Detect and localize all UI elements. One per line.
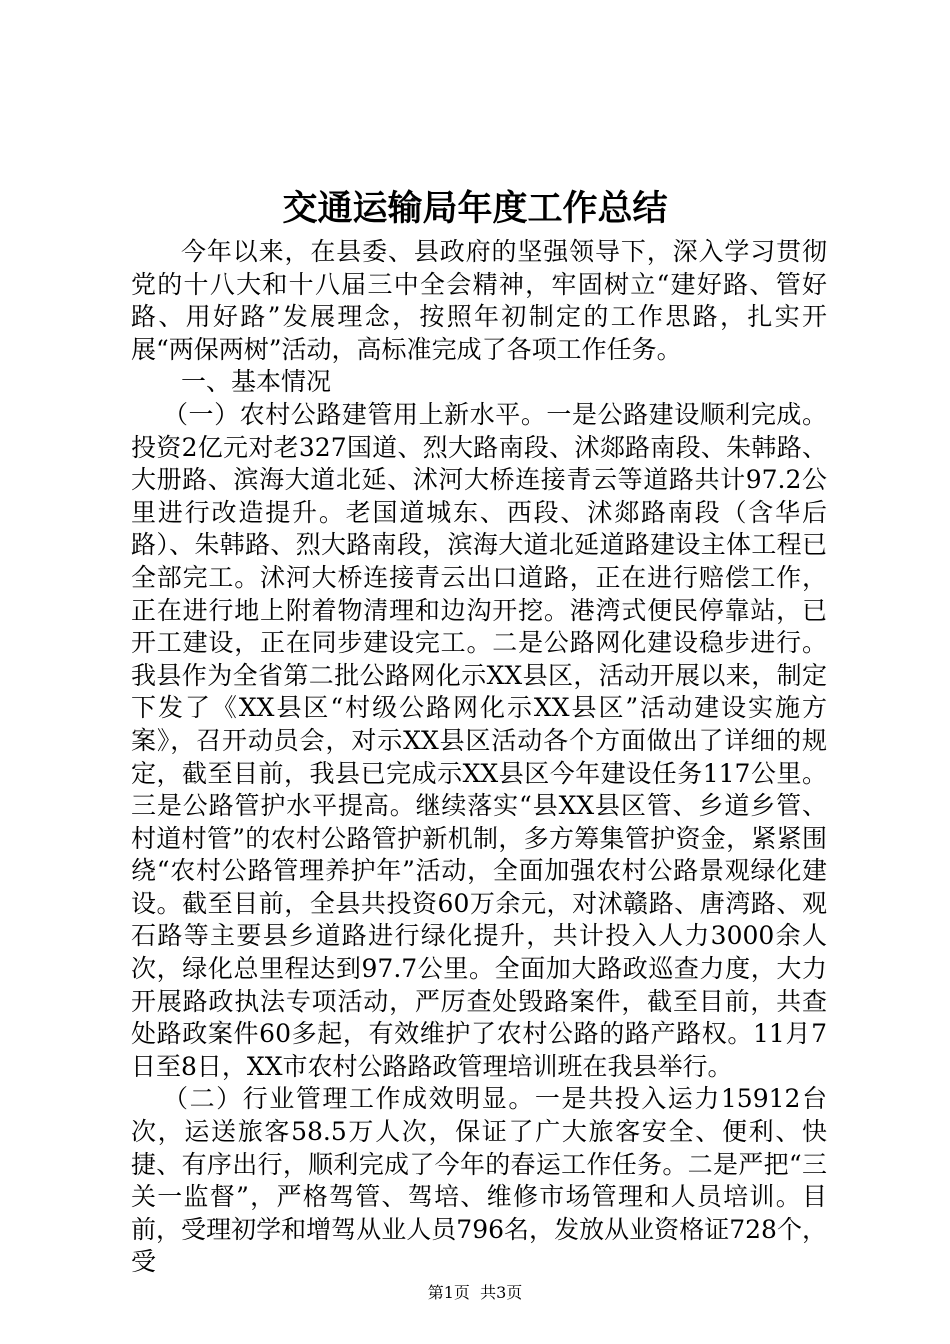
page-number-current: 第1页 xyxy=(427,1283,470,1302)
document-title: 交通运输局年度工作总结 xyxy=(282,188,668,229)
section-heading-basic-situation: 一、基本情况 xyxy=(181,367,332,397)
footer-separator xyxy=(470,1283,480,1302)
paragraph-rural-roads: （一）农村公路建管用上新水平。一是公路建设顺利完成。投资2亿元对老327国道、烈大路南段、沭郯路南段、朱韩路、大册路、滨海大道北延、沭河大桥连接青云等道路共计97.2公里进行改造提升。老国道城东、西段、沭郯路南段（含华后路）、朱韩路、烈大路南段，滨海大道北延道路建设主体工程已全部完工。沭河大桥连接青云出口道路，正在进行赔偿工作，正在进行地上附着物清理和边沟开挖。港湾式便民停靠站，已开工建设，正在同步建设完工。二是公路网化建设稳步进行。我县作为全省第二批公路网化示XX县区，活动开展以来，制定下发了《XX县区“村级公路网化示XX县区”活动建设实施方案》，召开动员会，对示XX县区活动各个方面做出了详细的规定，截至目前，我县已完成示XX县区今年建设任务117公里。三是公路管护水平提高。继续落实“县XX县区管、乡道乡管、村道村管”的农村公路管护新机制，多方筹集管护资金，紧紧围绕“农村公路管理养护年”活动，全面加强农村公路景观绿化建设。截至目前，全县共投资60万余元，对沭赣路、唐湾路、观石路等主要县乡道路进行绿化提升，共计投入人力3000余人次，绿化总里程达到97.7公里。全面加大路政巡查力度，大力开展路政执法专项活动，严厉查处毁路案件，截至目前，共查处路政案件60多起，有效维护了农村公路的路产路权。11月7日至8日，XX市农村公路路政管理培训班在我县举行。 xyxy=(131,399,827,1081)
document-body xyxy=(131,236,827,1279)
page-number-total: 共3页 xyxy=(480,1283,523,1302)
page-footer xyxy=(0,1281,950,1305)
paragraph-industry-management: （二）行业管理工作成效明显。一是共投入运力15912台次，运送旅客58.5万人次，保证了广大旅客安全、便利、快捷、有序出行，顺利完成了今年的春运工作任务。二是严把“三关一监督”，严格驾管、驾培、维修市场管理和人员培训。目前，受理初学和增驾从业人员796名，发放从业资格证728个，受 xyxy=(131,1084,827,1277)
paragraph-intro: 今年以来，在县委、县政府的坚强领导下，深入学习贯彻党的十八大和十八届三中全会精神，牢固树立“建好路、管好路、用好路”发展理念，按照年初制定的工作思路，扎实开展“两保两树”活动，高标准完成了各项工作任务。 xyxy=(131,237,827,364)
